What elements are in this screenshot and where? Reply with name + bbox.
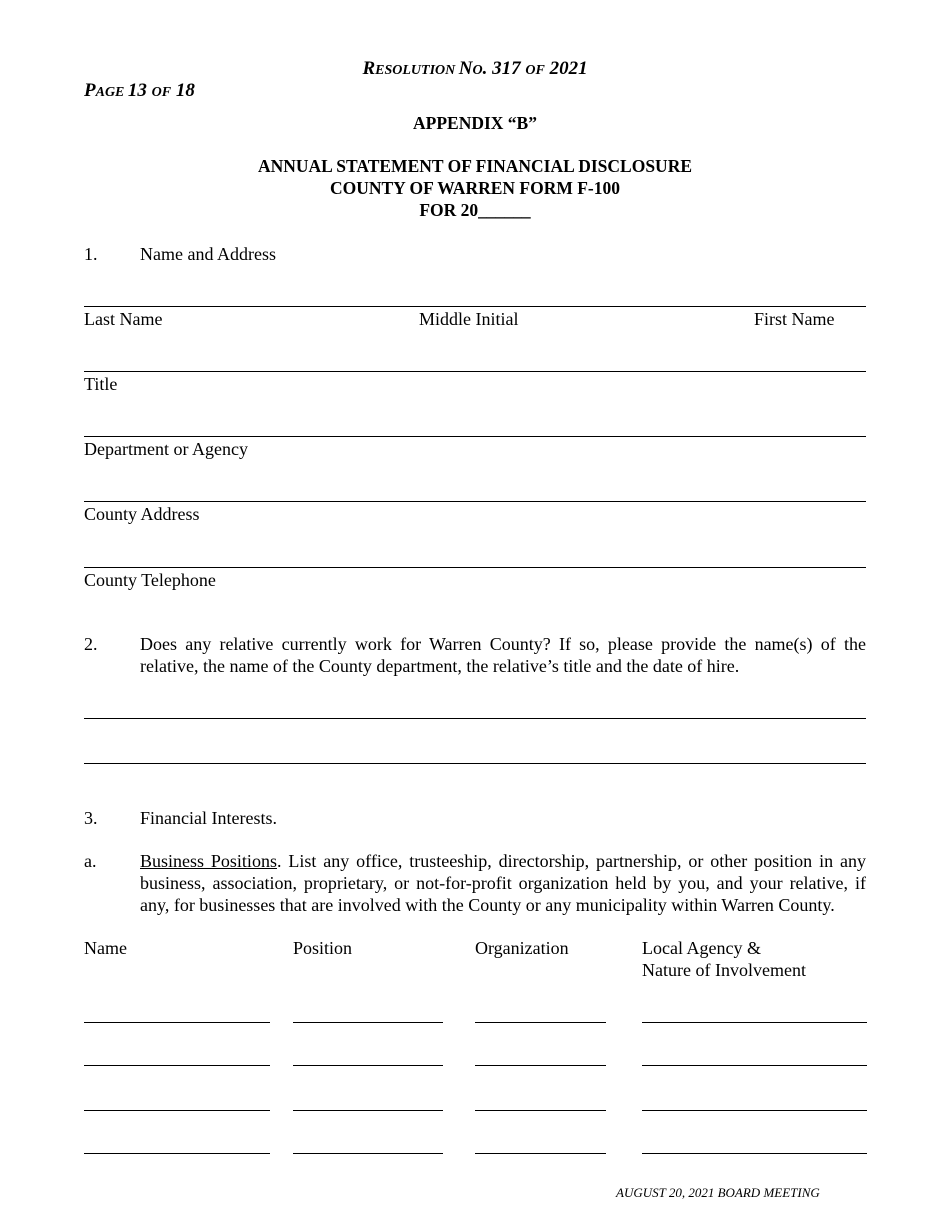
first-name-label: First Name <box>754 309 835 329</box>
position-blank[interactable] <box>293 1022 443 1023</box>
business-positions-title: Business Positions <box>140 851 277 871</box>
organization-blank[interactable] <box>475 1153 606 1154</box>
agency-blank[interactable] <box>642 1022 867 1023</box>
relative-answer-line-1[interactable] <box>84 718 866 719</box>
name-blank[interactable] <box>84 1065 270 1066</box>
county-telephone-input-line[interactable] <box>84 567 866 568</box>
title-label: Title <box>84 374 118 394</box>
agency-blank[interactable] <box>642 1065 867 1066</box>
organization-blank[interactable] <box>475 1065 606 1066</box>
position-blank[interactable] <box>293 1065 443 1066</box>
department-label: Department or Agency <box>84 439 248 459</box>
relative-answer-line-2[interactable] <box>84 763 866 764</box>
middle-initial-label: Middle Initial <box>419 309 519 329</box>
department-input-line[interactable] <box>84 436 866 437</box>
agency-blank[interactable] <box>642 1153 867 1154</box>
col-header-organization: Organization <box>475 938 569 958</box>
position-blank[interactable] <box>293 1153 443 1154</box>
resolution-title: RESOLUTION NO. 317 OF 2021 <box>362 58 588 79</box>
section1-heading: Name and Address <box>140 244 276 264</box>
organization-blank[interactable] <box>475 1110 606 1111</box>
title-input-line[interactable] <box>84 371 866 372</box>
form-title-line1: ANNUAL STATEMENT OF FINANCIAL DISCLOSURE <box>257 156 692 176</box>
name-blank[interactable] <box>84 1022 270 1023</box>
agency-blank[interactable] <box>642 1110 867 1111</box>
section1-number: 1. <box>84 244 98 264</box>
appendix-heading: APPENDIX “B” <box>413 113 537 133</box>
name-blank[interactable] <box>84 1110 270 1111</box>
section2-number: 2. <box>84 634 98 654</box>
col-header-position: Position <box>293 938 353 958</box>
last-name-label: Last Name <box>84 309 163 329</box>
county-address-input-line[interactable] <box>84 501 866 502</box>
section3-heading: Financial Interests. <box>140 808 277 828</box>
business-positions-paragraph: Business Positions. List any office, trusteeship, directorship, partnership, or other position in any business, association, proprietary, or not-for-profit organization held by you, and your relative, if any, for businesses that are involved with the County or any municipality within Warren County. <box>140 851 866 915</box>
form-title-line2: COUNTY OF WARREN FORM F-100 <box>329 178 621 198</box>
position-blank[interactable] <box>293 1110 443 1111</box>
col-header-name: Name <box>84 938 127 958</box>
county-telephone-label: County Telephone <box>84 570 216 590</box>
name-input-line[interactable] <box>84 306 866 307</box>
footer-meeting-date: AUGUST 20, 2021 BOARD MEETING <box>616 1185 820 1200</box>
section3-number: 3. <box>84 808 98 828</box>
section2-question: Does any relative currently work for Warren County? If so, please provide the name(s) of the relative, the name of the County department, the relative’s title and the date of hire. <box>140 634 866 676</box>
col-header-agency: Local Agency & Nature of Involvement <box>642 938 806 980</box>
form-title-line3: FOR 20______ <box>419 200 531 220</box>
page-number: PAGE 13 OF 18 <box>84 80 195 101</box>
section3a-label: a. <box>84 851 97 871</box>
county-address-label: County Address <box>84 504 200 524</box>
name-blank[interactable] <box>84 1153 270 1154</box>
organization-blank[interactable] <box>475 1022 606 1023</box>
